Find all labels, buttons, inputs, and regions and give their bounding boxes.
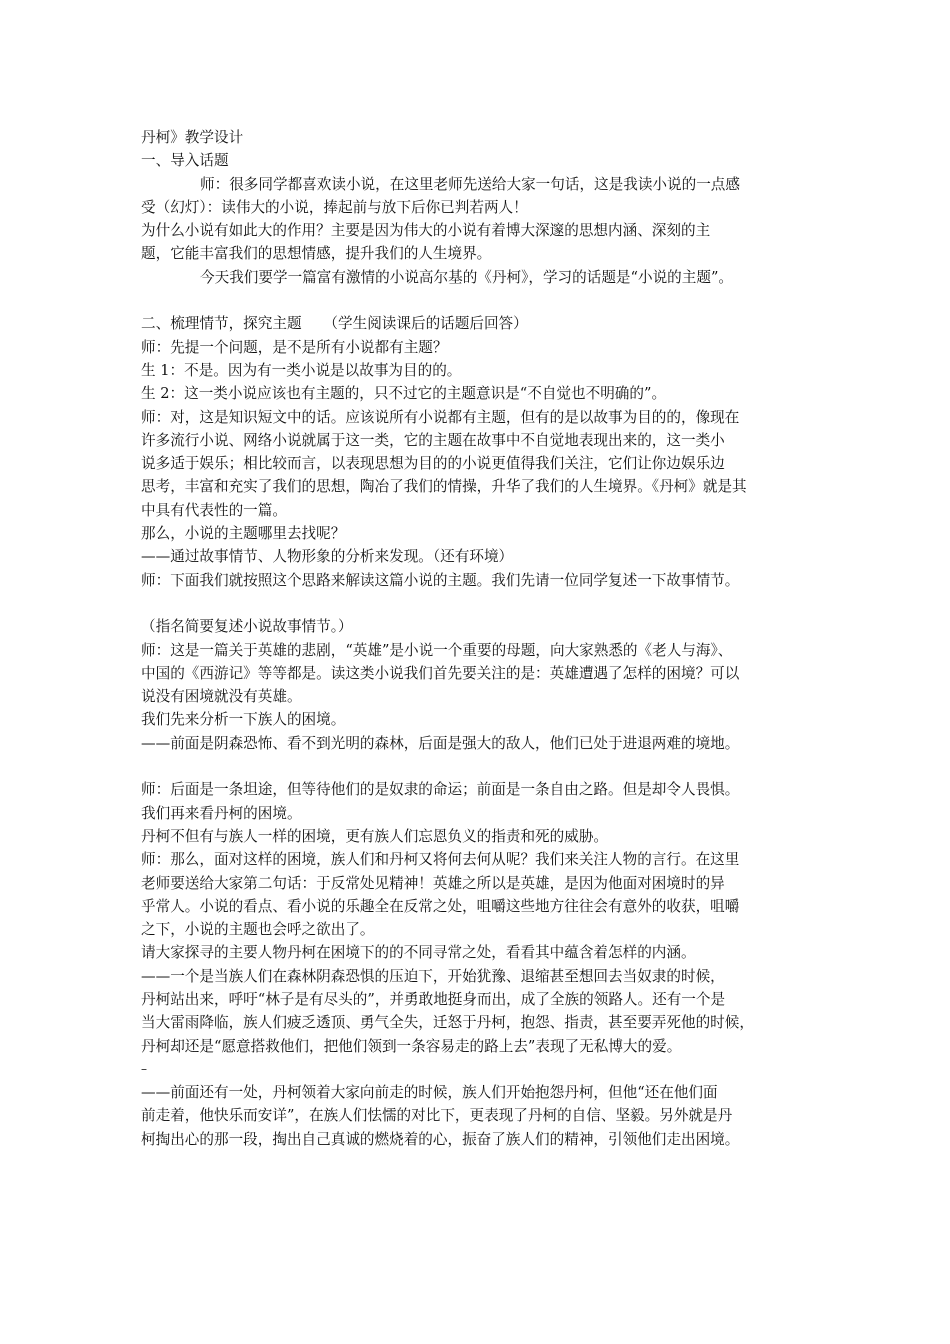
- text-line: 生 1：不是。因为有一类小说是以故事为目的的。: [141, 361, 462, 379]
- blank-line: [141, 592, 840, 615]
- document-title: 丹柯》教学设计: [141, 129, 244, 146]
- text-line: 丹柯却还是“愿意搭救他们，把他们领到一条容易走的路上去”表现了无私博大的爱。: [141, 1037, 682, 1055]
- blank-line: [141, 755, 840, 778]
- text-line: ——前面还有一处，丹柯领着大家向前走的时候，族人们开始抱怨丹柯，但他“还在他们面: [141, 1084, 718, 1102]
- section-heading-2: 二、梳理情节，探究主题 （学生阅读课后的话题后回答）: [141, 315, 528, 333]
- text-line: 中具有代表性的一篇。: [141, 501, 287, 519]
- text-line: 师：很多同学都喜欢读小说，在这里老师先送给大家一句话，这是我读小说的一点感: [200, 175, 740, 193]
- stray-dash-mark: –: [141, 1061, 147, 1076]
- text-line: 乎常人。小说的看点、看小说的乐趣全在反常之处，咀嚼这些地方往往会有意外的收获，咀嚼: [141, 897, 740, 915]
- text-line: 丹柯站出来，呼吁“林子是有尽头的”，并勇敢地挺身而出，成了全族的领路人。还有一个是: [141, 990, 726, 1008]
- text-line: 说多适于娱乐；相比较而言，以表现思想为目的的小说更值得我们关注，它们让你边娱乐边: [141, 455, 725, 473]
- text-line: 我们再来看丹柯的困境。: [141, 804, 302, 822]
- section-heading-1: 一、导入话题: [141, 152, 229, 170]
- text-line: 当大雷雨降临，族人们疲乏透顶、勇气全失，迁怒于丹柯，抱怨、指责，甚至要弄死他的时候，: [141, 1014, 754, 1032]
- text-line: 柯掏出心的那一段，掏出自己真诚的燃烧着的心，振奋了族人们的精神，引领他们走出困境。: [141, 1130, 740, 1148]
- text-line: 之下，小说的主题也会呼之欲出了。: [141, 921, 375, 939]
- blank-line: [141, 289, 840, 312]
- text-line: 思考，丰富和充实了我们的思想，陶冶了我们的情操，升华了我们的人生境界。《丹柯》就是其: [141, 478, 747, 496]
- text-line: 中国的《西游记》等等都是。读这类小说我们首先要关注的是：英雄遭遇了怎样的困境？可以: [141, 664, 740, 682]
- text-line: 生 2：这一类小说应该也有主题的，只不过它的主题意识是“不自觉也不明确的”。: [141, 385, 667, 403]
- text-line: 说没有困境就没有英雄。: [141, 688, 302, 706]
- text-line: 师：那么，面对这样的困境，族人们和丹柯又将何去何从呢？我们来关注人物的言行。在这里: [141, 851, 740, 869]
- text-line: 师：下面我们就按照这个思路来解读这篇小说的主题。我们先请一位同学复述一下故事情节。: [141, 571, 740, 589]
- text-line: 许多流行小说、网络小说就属于这一类，它的主题在故事中不自觉地表现出来的，这一类小: [141, 431, 725, 449]
- text-line: 受（幻灯）：读伟大的小说，捧起前与放下后你已判若两人！: [141, 198, 528, 216]
- text-line: 师：后面是一条坦途，但等待他们的是奴隶的命运；前面是一条自由之路。但是却令人畏惧。: [141, 781, 740, 799]
- text-line: 为什么小说有如此大的作用？主要是因为伟大的小说有着博大深邃的思想内涵、深刻的主: [141, 222, 711, 240]
- text-line: 师：对，这是知识短文中的话。应该说所有小说都有主题，但有的是以故事为目的的，像现在: [141, 408, 740, 426]
- text-line: 老师要送给大家第二句话：于反常处见精神！英雄之所以是英雄，是因为他面对困境时的异: [141, 874, 725, 892]
- text-line: ——一个是当族人们在森林阴森恐惧的压迫下，开始犹豫、退缩甚至想回去当奴隶的时候，: [141, 967, 725, 985]
- text-line: ——通过故事情节、人物形象的分析来发现。（还有环境）: [141, 548, 514, 566]
- text-line: 题，它能丰富我们的思想情感，提升我们的人生境界。: [141, 245, 492, 263]
- text-line: 丹柯不但有与族人一样的困境，更有族人们忘恩负义的指责和死的威胁。: [141, 827, 609, 845]
- text-line: 那么，小说的主题哪里去找呢？: [141, 525, 346, 543]
- text-line: 我们先来分析一下族人的困境。: [141, 711, 346, 729]
- text-line: 师：这是一篇关于英雄的悲剧，“英雄”是小说一个重要的母题，向大家熟悉的《老人与海》、: [141, 641, 733, 659]
- text-line: ——前面是阴森恐怖、看不到光明的森林，后面是强大的敌人，他们已处于进退两难的境地。: [141, 734, 740, 752]
- text-line: 今天我们要学一篇富有激情的小说高尔基的《丹柯》，学习的话题是“小说的主题”。: [200, 268, 733, 286]
- text-line: 前走着，他快乐而安详”，在族人们怯懦的对比下，更表现了丹柯的自信、坚毅。另外就是丹: [141, 1107, 733, 1125]
- text-line: 师：先提一个问题，是不是所有小说都有主题？: [141, 338, 448, 356]
- text-line: （指名简要复述小说故事情节。）: [141, 618, 353, 636]
- text-line: 请大家探寻的主要人物丹柯在困境下的的不同寻常之处，看看其中蕴含着怎样的内涵。: [141, 944, 696, 962]
